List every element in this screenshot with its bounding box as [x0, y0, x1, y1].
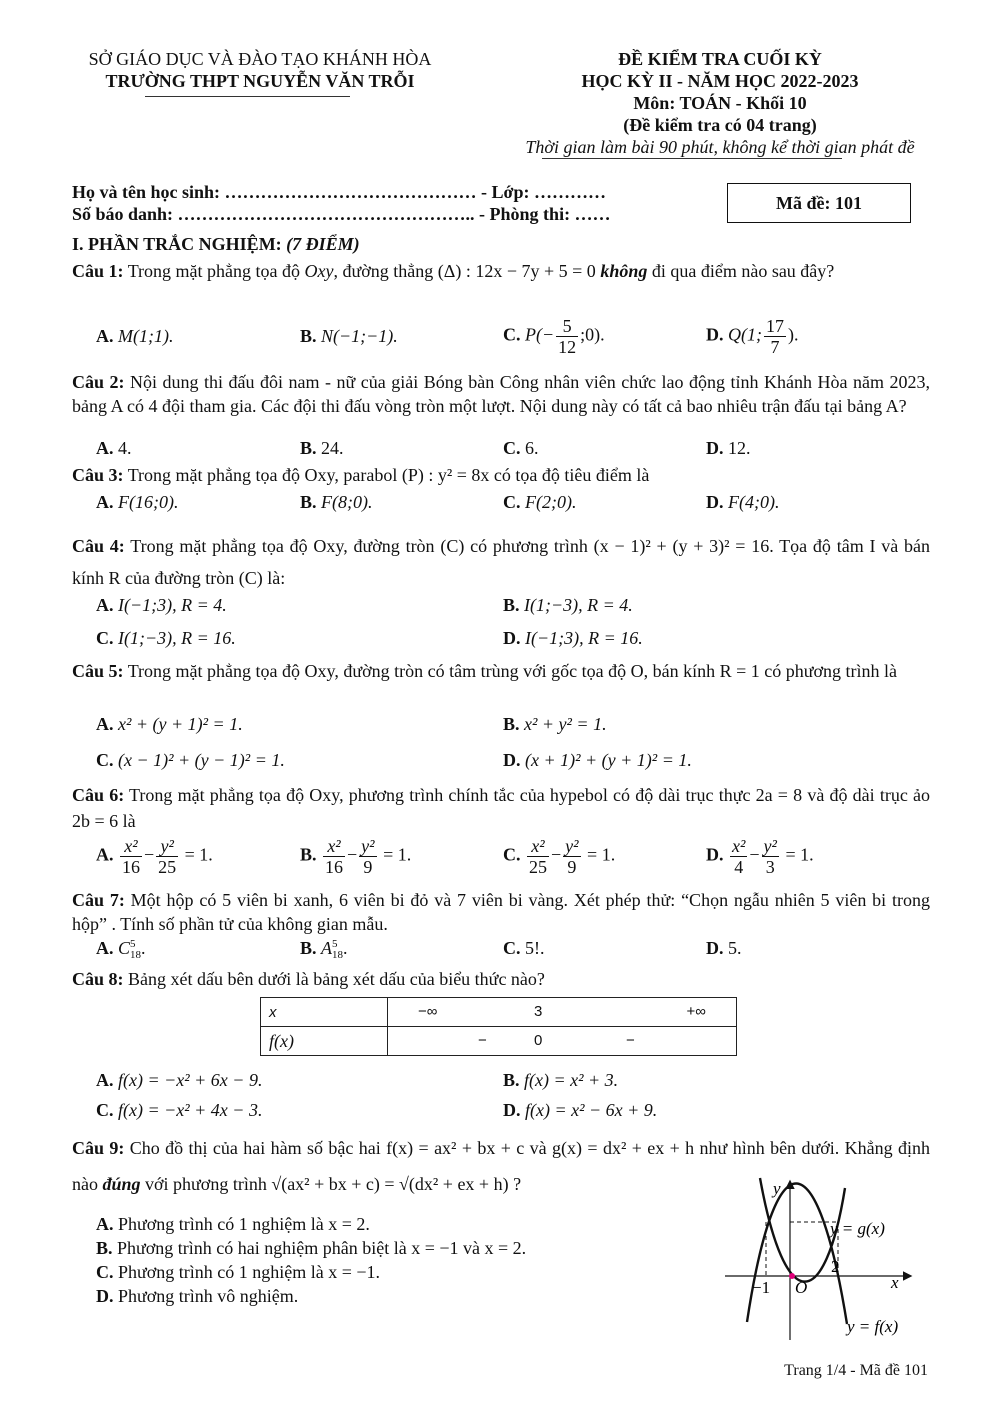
school-name: TRƯỜNG THPT NGUYỄN VĂN TRỖI: [105, 71, 415, 91]
q7-option-b[interactable]: B. A 5 18 .: [300, 937, 348, 961]
q5-option-c[interactable]: C. (x − 1)² + (y − 1)² = 1.: [96, 750, 285, 770]
q5-option-b[interactable]: B. x² + y² = 1.: [503, 714, 607, 734]
q9-option-c[interactable]: C. Phương trình có 1 nghiệm là x = −1.: [96, 1262, 381, 1282]
q8-option-c[interactable]: C. f(x) = −x² + 4x − 3.: [96, 1100, 263, 1120]
q9-graph: [725, 1172, 935, 1342]
q3-option-a[interactable]: A. F(16;0).: [96, 492, 179, 512]
q4-option-d[interactable]: D. I(−1;3), R = 16.: [503, 628, 643, 648]
header-underline-left: [145, 96, 350, 97]
q8-option-a[interactable]: A. f(x) = −x² + 6x − 9.: [96, 1070, 263, 1090]
sign-table-cell: −∞ 3 +∞: [388, 998, 737, 1027]
q6-option-c[interactable]: C. $\frac{\text{x²}}{25}$ − $\frac{\text{y²}}{9}$ = 1.: [503, 836, 616, 877]
q9-option-d[interactable]: D. Phương trình vô nghiệm.: [96, 1286, 299, 1306]
question-7: Câu 7: Một hộp có 5 viên bi xanh, 6 viên bi đỏ và 7 viên bi vàng. Xét phép thử: “Chọn ngẫu nhiên 5 viên bi trong hộp” . Tính số phần tử của không gian mẫu.: [72, 890, 930, 934]
q9-option-a[interactable]: A. Phương trình có 1 nghiệm là x = 2.: [96, 1214, 370, 1234]
question-3: Câu 3: Trong mặt phẳng tọa độ Oxy, parabol (P) : y² = 8x có tọa độ tiêu điểm là: [72, 465, 650, 485]
sign-table-row-fx: [261, 1027, 737, 1056]
q6-option-a[interactable]: A. $\frac{\text{x²}}{16}$ − $\frac{\text{y²}}{25}$ = 1.: [96, 836, 213, 877]
sign-table-cell: − 0 −: [388, 1027, 737, 1056]
sign-table-cell: f(x): [261, 1027, 388, 1056]
sign-table-cell: x: [261, 998, 388, 1027]
exam-title: ĐỀ KIỂM TRA CUỐI KỲ: [618, 49, 822, 69]
q9-option-b[interactable]: B. Phương trình có hai nghiệm phân biệt là x = −1 và x = 2.: [96, 1238, 527, 1258]
q6-option-b[interactable]: B. $\frac{\text{x²}}{16}$ − $\frac{\text{y²}}{9}$ = 1.: [300, 836, 412, 877]
q5-option-a[interactable]: A. x² + (y + 1)² = 1.: [96, 714, 243, 734]
q3-option-d[interactable]: D. F(4;0).: [706, 492, 780, 512]
x-axis-label: x: [891, 1273, 899, 1292]
q7-option-a[interactable]: A. C 5 18 .: [96, 937, 146, 961]
tick-neg1: −1: [752, 1278, 771, 1297]
header-underline-right: [542, 158, 842, 159]
q2-option-c[interactable]: C. 6.: [503, 438, 539, 458]
exam-subject: Môn: TOÁN - Khối 10: [633, 93, 807, 113]
sign-table: [260, 997, 737, 1056]
student-id-line: Số báo danh: ………………………………………….. - Phòng thi: ……: [72, 204, 611, 224]
q4-option-b[interactable]: B. I(1;−3), R = 4.: [503, 595, 633, 615]
q8-option-d[interactable]: D. f(x) = x² − 6x + 9.: [503, 1100, 658, 1120]
exam-code-box: Mã đề: 101: [727, 183, 911, 223]
q6-option-d[interactable]: D. $\frac{\text{x²}}{4}$ − $\frac{\text{y²}}{3}$ = 1.: [706, 836, 814, 877]
q2-option-b[interactable]: B. 24.: [300, 438, 344, 458]
q1-option-c[interactable]: C. P(− $\frac{5}{12}$ ;0).: [503, 316, 605, 357]
q8-option-b[interactable]: B. f(x) = x² + 3.: [503, 1070, 619, 1090]
question-8: Câu 8: Bảng xét dấu bên dưới là bảng xét dấu của biểu thức nào?: [72, 969, 545, 989]
q3-option-c[interactable]: C. F(2;0).: [503, 492, 577, 512]
section-title: I. PHẦN TRẮC NGHIỆM: (7 ĐIỂM): [72, 234, 360, 254]
origin-label: O: [795, 1278, 808, 1297]
y-axis-label: y: [773, 1179, 781, 1198]
student-name-line: Họ và tên học sinh: …………………………………… - Lớp: …………: [72, 182, 606, 202]
question-2: Câu 2: Nội dung thi đấu đôi nam - nữ của giải Bóng bàn Công nhân viên chức lao động tỉnh Khánh Hòa năm 2023, bảng A có 4 đội tham gia. Các đội thi đấu vòng tròn một lượt. Nội dung này có tất cả bao nhiêu trận đấu tại bảng A?: [72, 372, 930, 416]
label-f: y = f(x): [847, 1317, 899, 1336]
exam-time: Thời gian làm bài 90 phút, không kể thời gian phát đề: [525, 137, 915, 157]
question-9: Câu 9: Cho đồ thị của hai hàm số bậc hai f(x) = ax² + bx + c và g(x) = dx² + ex + h như hình bên dưới. Khẳng định nào đúng với phương trình √(ax² + bx + c) = √(dx² + ex + h) ?: [72, 1138, 930, 1194]
question-4: Câu 4: Trong mặt phẳng tọa độ Oxy, đường tròn (C) có phương trình (x − 1)² + (y + 3)² = 16. Tọa độ tâm I và bán kính R của đường tròn (C) là:: [72, 536, 930, 588]
q1-option-b[interactable]: B. N(−1;−1).: [300, 326, 398, 346]
exam-term: HỌC KỲ II - NĂM HỌC 2022-2023: [581, 71, 859, 91]
q4-option-a[interactable]: A. I(−1;3), R = 4.: [96, 595, 227, 615]
curve-f: [747, 1183, 847, 1324]
q3-option-b[interactable]: B. F(8;0).: [300, 492, 373, 512]
label-g: y = g(x): [830, 1219, 885, 1238]
q1-option-a[interactable]: A. M(1;1).: [96, 326, 174, 346]
sign-table-row-x: [261, 998, 737, 1027]
q7-option-d[interactable]: D. 5.: [706, 938, 742, 958]
q1-option-d[interactable]: D. Q(1; $\frac{17}{7}$ ).: [706, 316, 799, 357]
q2-option-a[interactable]: A. 4.: [96, 438, 132, 458]
exam-header: [470, 48, 970, 158]
department-name: SỞ GIÁO DỤC VÀ ĐÀO TẠO KHÁNH HÒA: [88, 49, 432, 69]
q4-option-c[interactable]: C. I(1;−3), R = 16.: [96, 628, 236, 648]
q5-option-d[interactable]: D. (x + 1)² + (y + 1)² = 1.: [503, 750, 692, 770]
q7-option-c[interactable]: C. 5!.: [503, 938, 545, 958]
question-1: Câu 1: Trong mặt phẳng tọa độ Oxy, đường thẳng (Δ) : 12x − 7y + 5 = 0 không đi qua điểm nào sau đây?: [72, 261, 835, 281]
school-header: [40, 48, 480, 92]
question-5: Câu 5: Trong mặt phẳng tọa độ Oxy, đường tròn có tâm trùng với gốc tọa độ O, bán kính R = 1 có phương trình là: [72, 661, 897, 681]
question-6: Câu 6: Trong mặt phẳng tọa độ Oxy, phương trình chính tắc của hypebol có độ dài trục thực 2a = 8 và độ dài trục ảo 2b = 6 là: [72, 785, 930, 831]
exam-pages: (Đề kiểm tra có 04 trang): [623, 115, 817, 135]
page-footer: Trang 1/4 - Mã đề 101: [784, 1362, 928, 1379]
tick-2: 2: [831, 1257, 840, 1276]
q2-option-d[interactable]: D. 12.: [706, 438, 751, 458]
